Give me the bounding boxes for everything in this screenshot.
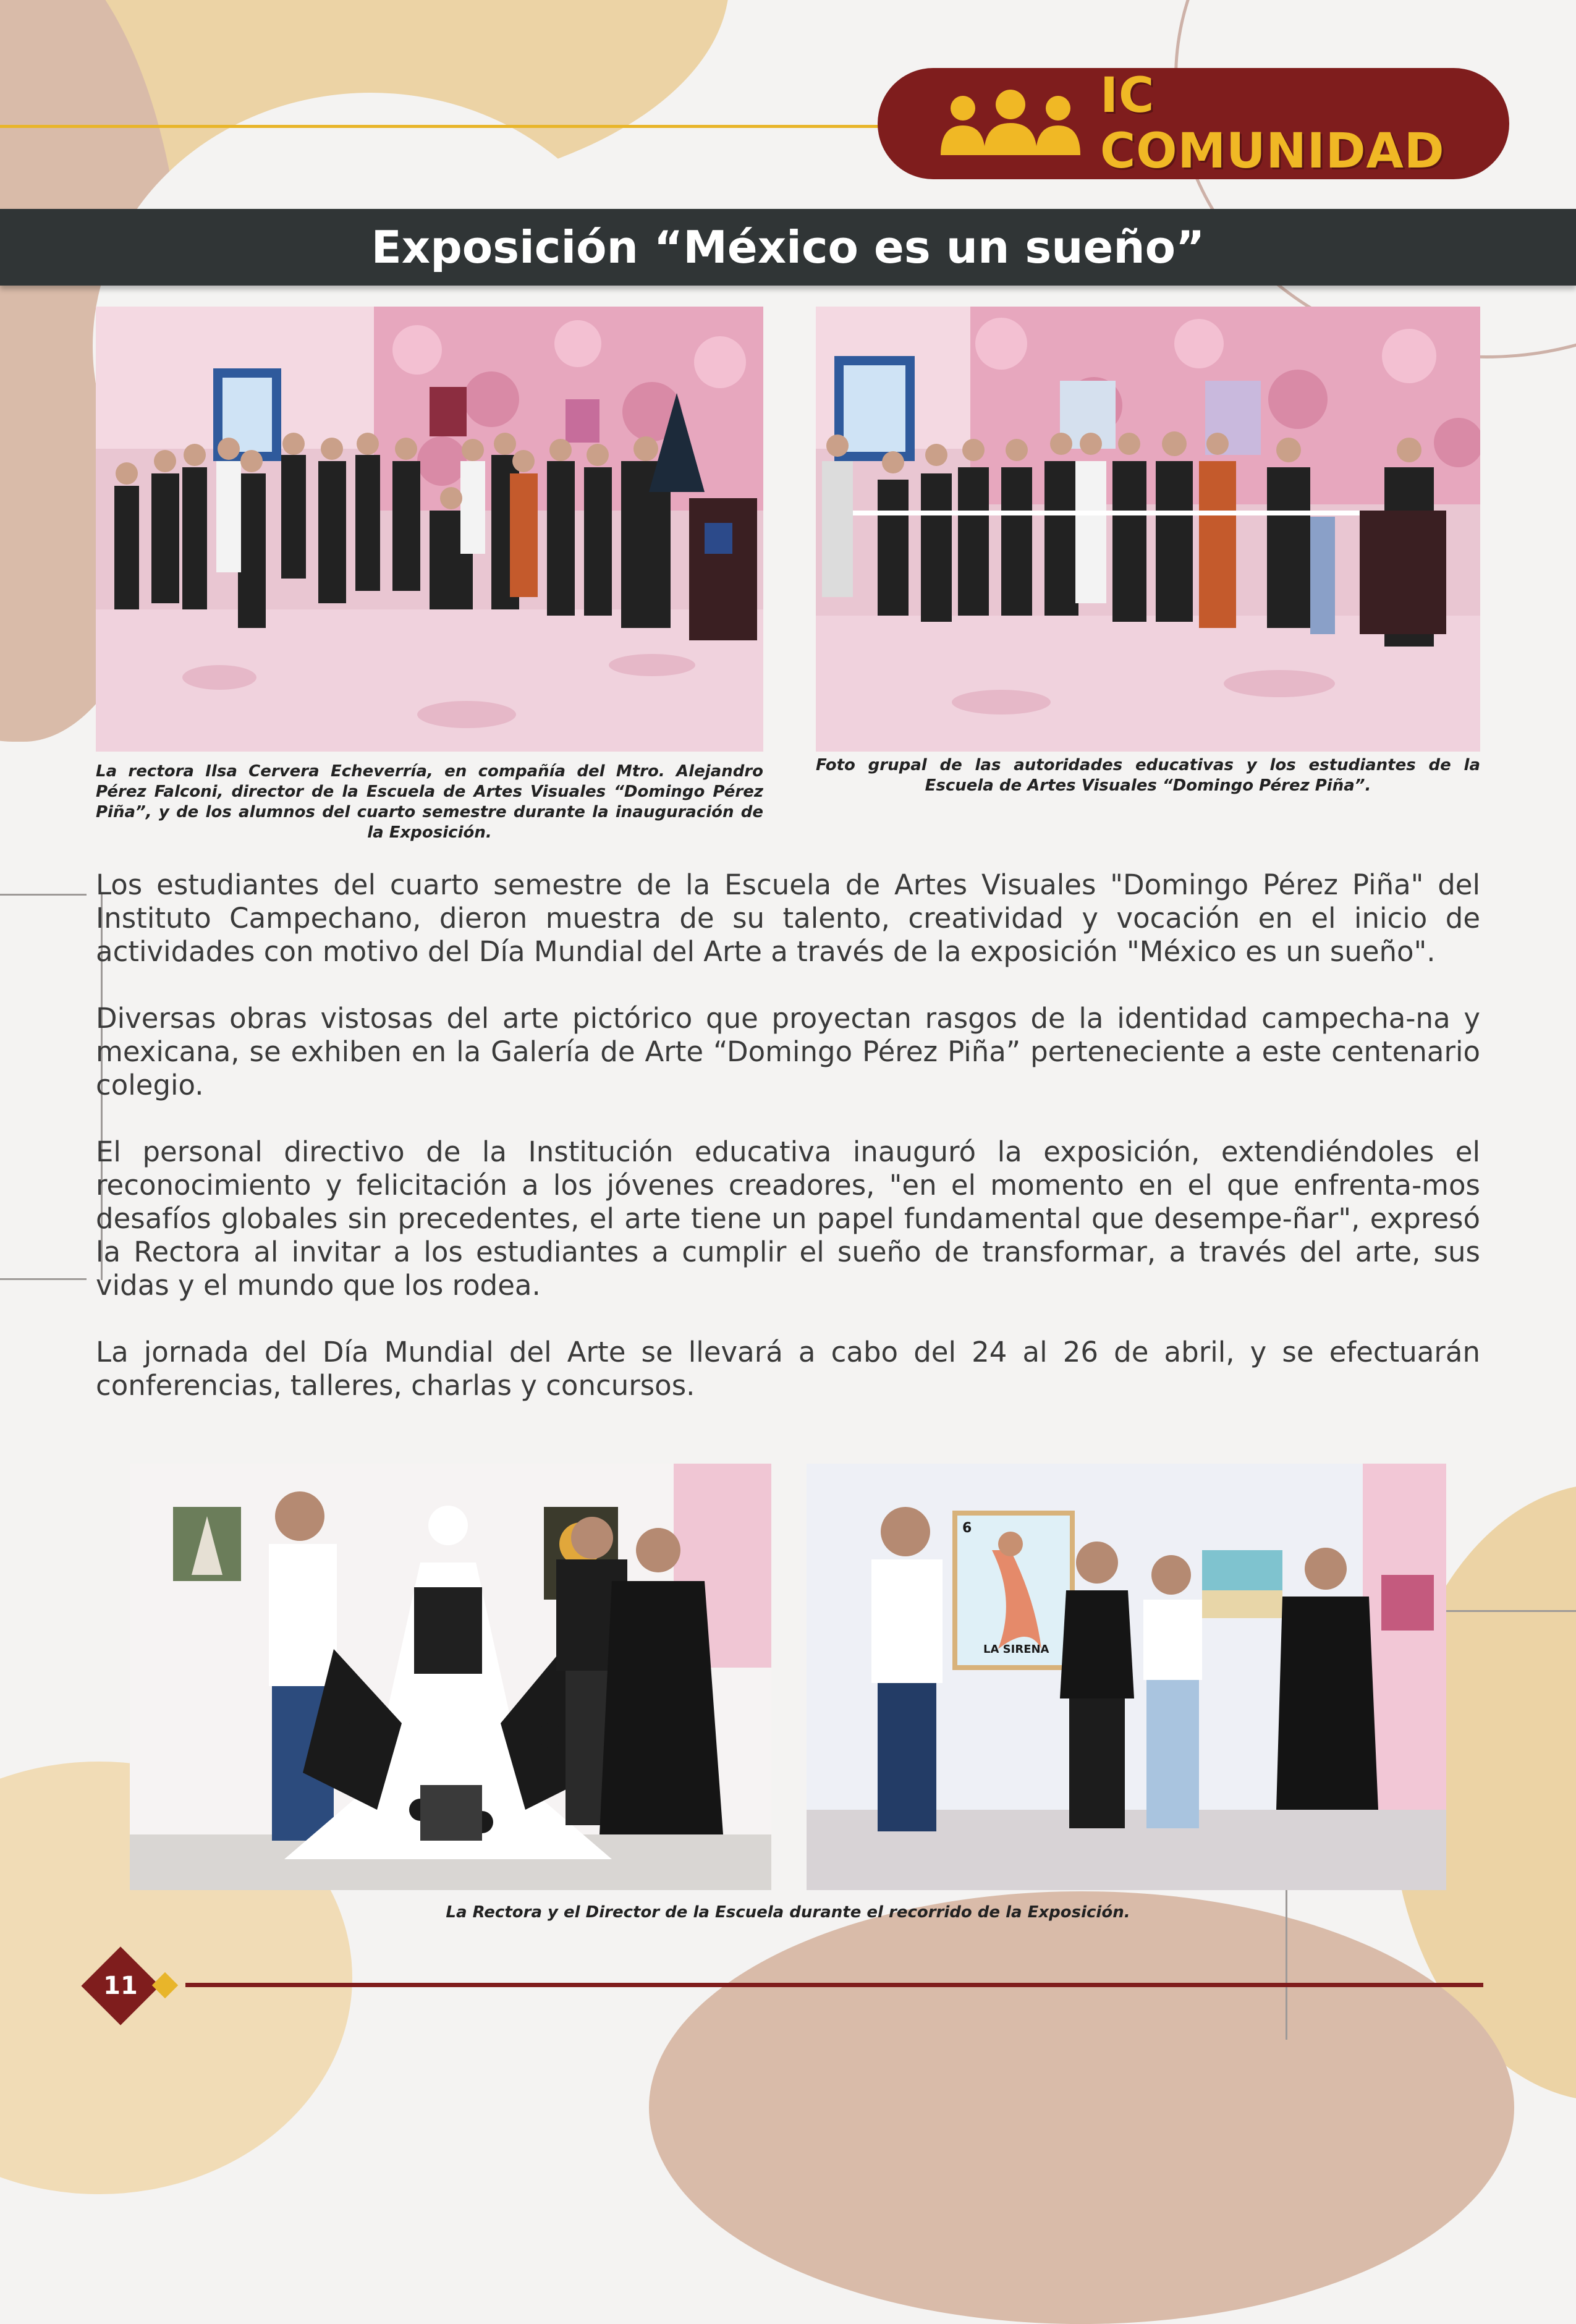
background-blob-rose-bottom (649, 1891, 1514, 2324)
photo-tour-dress (130, 1464, 771, 1890)
article-paragraph: La jornada del Día Mundial del Arte se llevará a cabo del 24 al 26 de abril, y se efectuarán conferencias, talleres, charlas y concursos. (96, 1336, 1480, 1402)
caption-photo-2: Foto grupal de las autoridades educativas y los estudiantes de la Escuela de Artes Visuales “Domingo Pérez Piña”. (816, 756, 1480, 795)
article-title: Exposición “México es un sueño” (371, 221, 1205, 273)
photo-tour-sirena (807, 1464, 1446, 1890)
article-body (96, 868, 1480, 1402)
section-header-pill (878, 68, 1509, 179)
footer-rule (185, 1983, 1483, 1987)
community-people-icon (939, 90, 1082, 158)
header-rule (0, 125, 890, 128)
loteria-card-label: LA SIRENA (983, 1643, 1049, 1656)
photo-group-inauguration (96, 307, 763, 752)
decor-line (0, 1278, 87, 1280)
article-paragraph: Los estudiantes del cuarto semestre de la Escuela de Artes Visuales "Domingo Pérez Piña" del Instituto Campechano, dieron muestra de su talento, creatividad y vocación en el inicio de actividades con motivo del Día Mundial del Arte a través de la exposición "México es un sueño". (96, 868, 1480, 968)
photo-ribbon-cutting (816, 307, 1480, 752)
article-paragraph: El personal directivo de la Institución educativa inauguró la exposición, extendiéndoles el reconocimiento y felicitación a los jóvenes creadores, "en el momento en el que enfrenta-mos desafíos globales sin precedentes, el arte tiene un papel fundamental que desempe-ñar", expresó la Rectora al invitar a los estudiantes a cumplir el sueño de transformar, a través del arte, sus vidas y el mundo que los rodea. (96, 1135, 1480, 1302)
caption-photo-1: La rectora Ilsa Cervera Echeverría, en compañía del Mtro. Alejandro Pérez Falconi, director de la Escuela de Artes Visuales “Domingo Pérez Piña”, y de los alumnos del cuarto semestre durante la inauguración de la Exposición. (96, 762, 763, 842)
loteria-card-number: 6 (962, 1520, 972, 1536)
decor-line (1446, 1610, 1576, 1612)
background-ring (1174, 0, 1576, 358)
caption-bottom: La Rectora y el Director de la Escuela durante el recorrido de la Exposición. (446, 1903, 1130, 1922)
section-title: IC COMUNIDAD (1100, 68, 1445, 179)
article-title-bar (0, 209, 1576, 286)
article-paragraph: Diversas obras vistosas del arte pictórico que proyectan rasgos de la identidad campecha-na y mexicana, se exhiben en la Galería de Arte “Domingo Pérez Piña” perteneciente a este centenario colegio. (96, 1002, 1480, 1101)
decor-line (1286, 1867, 1287, 2040)
page-number: 11 (103, 1972, 138, 2000)
decor-line (0, 894, 87, 896)
